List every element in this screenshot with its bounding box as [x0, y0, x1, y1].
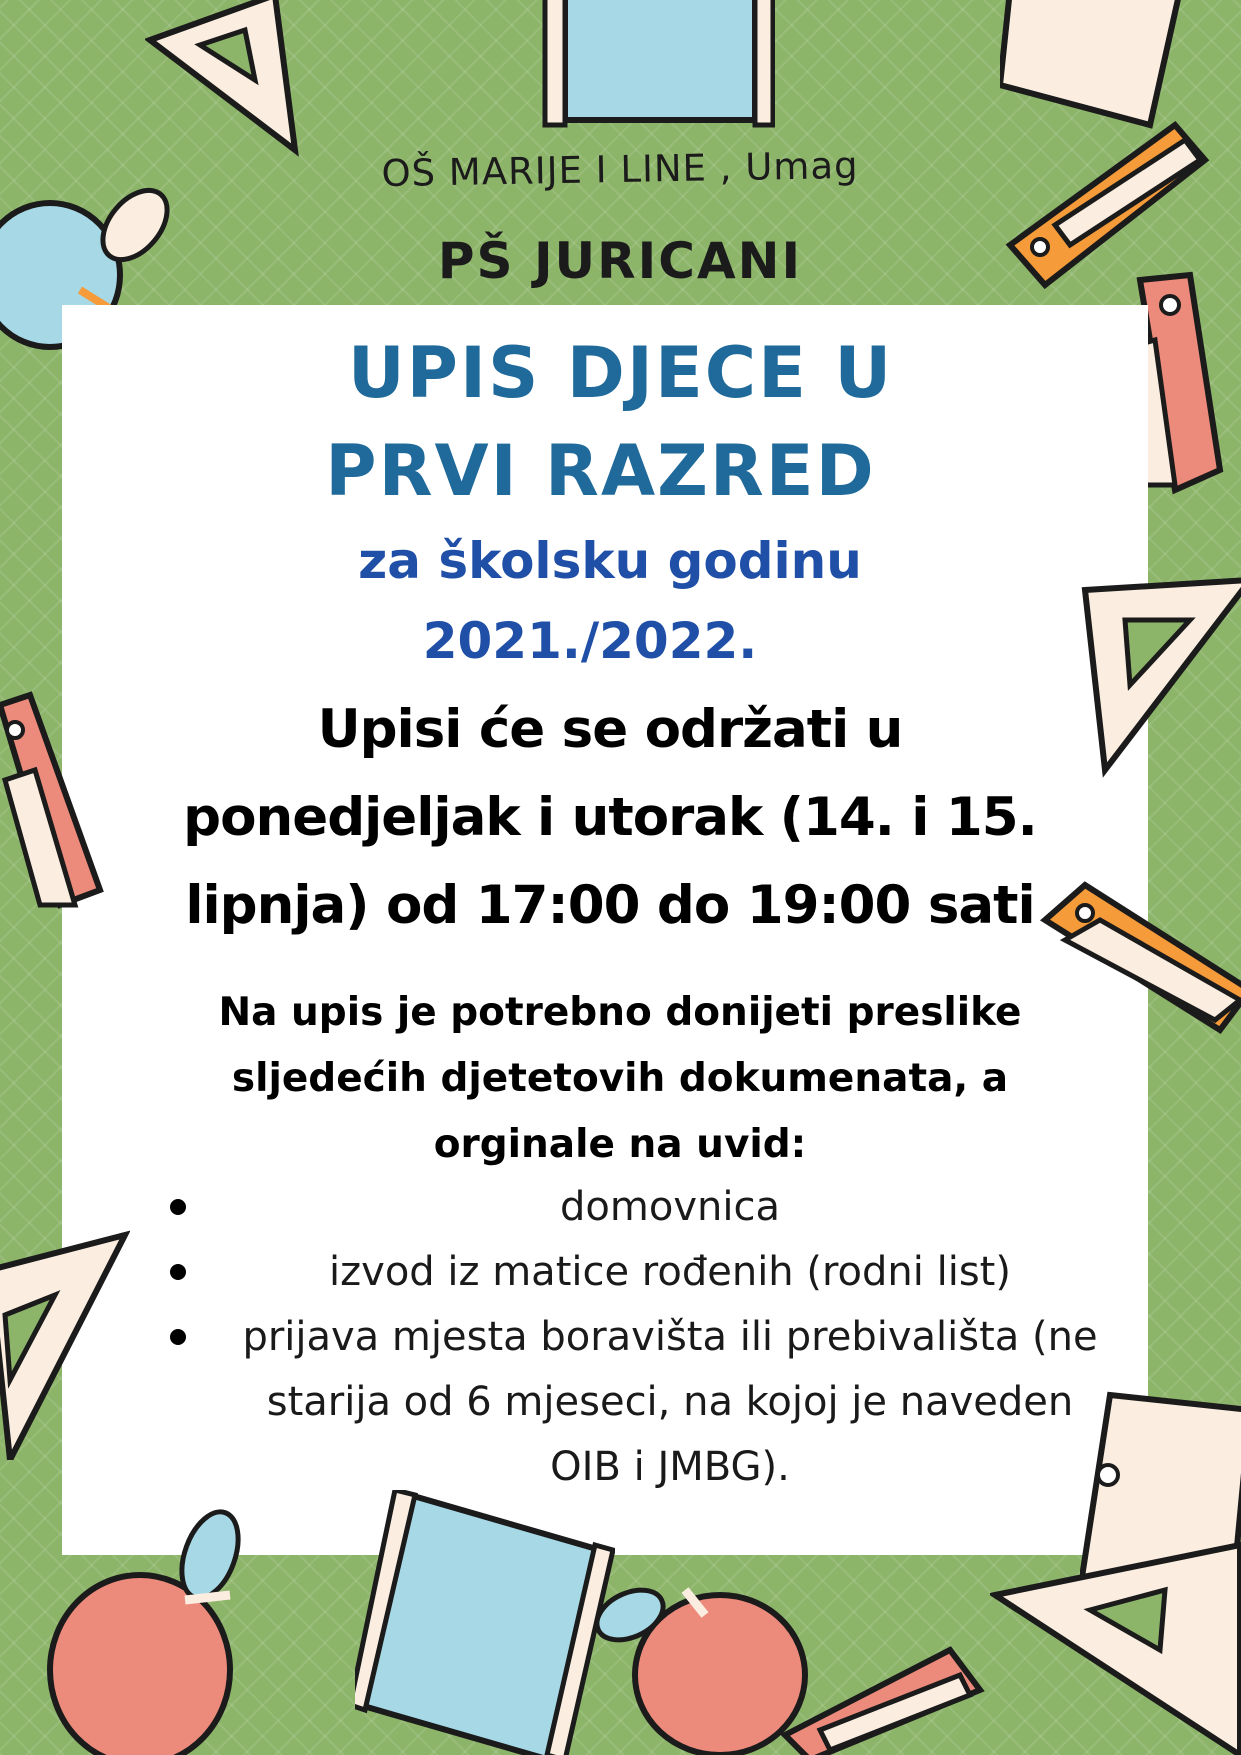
notebook-icon — [525, 0, 775, 130]
document-item-text: domovnica — [560, 1184, 780, 1230]
bullet-icon — [170, 1264, 186, 1280]
school-year-value: 2021./2022. — [422, 612, 758, 670]
schedule-line-3: lipnja) od 17:00 do 19:00 sati — [185, 875, 1035, 936]
list-item — [160, 1175, 1120, 1240]
apple-icon — [45, 1500, 245, 1755]
stapler-icon — [780, 1640, 990, 1755]
required-line-2: sljedećih djetetovih dokumenata, a — [231, 1056, 1009, 1101]
required-documents-list — [160, 1175, 1120, 1500]
school-year-label: za školsku godinu — [358, 532, 862, 590]
enrollment-schedule — [140, 686, 1080, 950]
schedule-line-1: Upisi će se održati u — [317, 699, 903, 760]
page-title-line-2: PRVI RAZRED — [325, 430, 876, 512]
notebook-icon — [355, 1490, 615, 1755]
school-name: OŠ MARIJE I LINE , Umag — [381, 143, 859, 196]
stapler-icon — [1005, 105, 1225, 290]
document-item-text-continued: starija od 6 mjeseci, na kojoj je naveden — [266, 1379, 1074, 1425]
required-line-3: orginale na uvid: — [433, 1122, 807, 1167]
bullet-icon — [170, 1199, 186, 1215]
required-documents-intro — [180, 980, 1060, 1178]
triangle-ruler-icon — [145, 0, 305, 160]
document-item-text: izvod iz matice rođenih (rodni list) — [329, 1249, 1011, 1295]
triangle-ruler-icon — [990, 1540, 1241, 1755]
schedule-line-2: ponedjeljak i utorak (14. i 15. — [183, 787, 1037, 848]
stapler-icon — [0, 690, 105, 920]
list-item — [160, 1305, 1120, 1500]
branch-school-name: PŠ JURICANI — [437, 232, 803, 290]
required-line-1: Na upis je potrebno donijeti preslike — [218, 990, 1022, 1035]
triangle-ruler-icon — [0, 1230, 130, 1460]
document-item-text: prijava mjesta boravišta ili prebivališta (ne — [242, 1314, 1098, 1360]
bullet-icon — [170, 1329, 186, 1345]
list-item — [160, 1240, 1120, 1305]
document-item-text-continued: OIB i JMBG). — [550, 1444, 790, 1490]
page-title-line-1: UPIS DJECE U — [347, 332, 894, 414]
apple-icon — [590, 1555, 810, 1755]
triangle-ruler-icon — [1080, 570, 1241, 780]
